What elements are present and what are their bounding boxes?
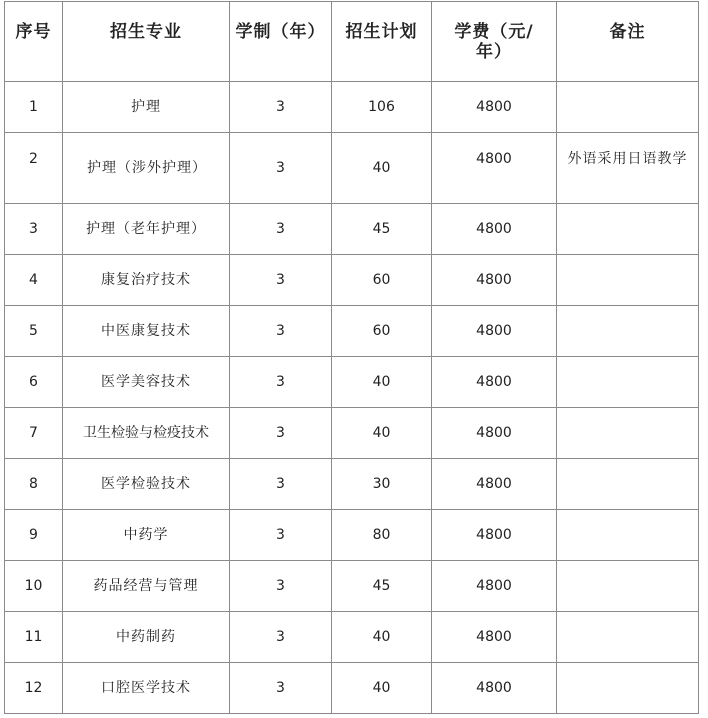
cell-duration: 3 <box>230 255 332 306</box>
cell-seq: 11 <box>5 612 63 663</box>
cell-fee: 4800 <box>432 255 557 306</box>
cell-major: 护理（涉外护理） <box>63 133 230 204</box>
cell-duration: 3 <box>230 82 332 133</box>
cell-major: 医学美容技术 <box>63 357 230 408</box>
cell-duration: 3 <box>230 510 332 561</box>
cell-note <box>557 408 699 459</box>
cell-note <box>557 663 699 714</box>
cell-plan: 40 <box>332 408 432 459</box>
cell-duration: 3 <box>230 306 332 357</box>
cell-duration: 3 <box>230 408 332 459</box>
table-row <box>5 204 699 255</box>
cell-fee: 4800 <box>432 510 557 561</box>
cell-note: 外语采用日语教学 <box>557 133 699 204</box>
header-major: 招生专业 <box>63 2 230 82</box>
cell-duration: 3 <box>230 459 332 510</box>
cell-major: 中药制药 <box>63 612 230 663</box>
table-row <box>5 133 699 204</box>
cell-fee: 4800 <box>432 408 557 459</box>
cell-major: 口腔医学技术 <box>63 663 230 714</box>
cell-fee: 4800 <box>432 459 557 510</box>
cell-plan: 60 <box>332 255 432 306</box>
cell-fee: 4800 <box>432 133 557 204</box>
cell-plan: 45 <box>332 561 432 612</box>
cell-note <box>557 204 699 255</box>
cell-major: 中医康复技术 <box>63 306 230 357</box>
cell-seq: 12 <box>5 663 63 714</box>
cell-plan: 60 <box>332 306 432 357</box>
cell-seq: 1 <box>5 82 63 133</box>
cell-seq: 9 <box>5 510 63 561</box>
cell-duration: 3 <box>230 612 332 663</box>
cell-plan: 40 <box>332 357 432 408</box>
cell-fee: 4800 <box>432 357 557 408</box>
cell-plan: 40 <box>332 133 432 204</box>
cell-duration: 3 <box>230 663 332 714</box>
table-row <box>5 663 699 714</box>
cell-seq: 7 <box>5 408 63 459</box>
header-seq: 序号 <box>5 2 63 82</box>
cell-seq: 6 <box>5 357 63 408</box>
cell-fee: 4800 <box>432 82 557 133</box>
cell-plan: 45 <box>332 204 432 255</box>
table-row <box>5 510 699 561</box>
cell-fee: 4800 <box>432 561 557 612</box>
cell-major: 卫生检验与检疫技术 <box>63 408 230 459</box>
cell-note <box>557 459 699 510</box>
cell-seq: 2 <box>5 133 63 204</box>
cell-fee: 4800 <box>432 204 557 255</box>
cell-seq: 8 <box>5 459 63 510</box>
cell-seq: 3 <box>5 204 63 255</box>
table-row <box>5 459 699 510</box>
table-row <box>5 357 699 408</box>
table-row <box>5 408 699 459</box>
table-row <box>5 306 699 357</box>
cell-duration: 3 <box>230 561 332 612</box>
cell-major: 药品经营与管理 <box>63 561 230 612</box>
header-duration: 学制（年） <box>230 2 332 82</box>
table-row <box>5 612 699 663</box>
cell-duration: 3 <box>230 204 332 255</box>
enrollment-table <box>4 1 699 714</box>
cell-major: 护理（老年护理） <box>63 204 230 255</box>
cell-fee: 4800 <box>432 663 557 714</box>
cell-seq: 5 <box>5 306 63 357</box>
table-row <box>5 561 699 612</box>
header-plan: 招生计划 <box>332 2 432 82</box>
cell-note <box>557 561 699 612</box>
header-fee: 学费（元/年） <box>432 2 557 82</box>
cell-major: 康复治疗技术 <box>63 255 230 306</box>
cell-duration: 3 <box>230 133 332 204</box>
cell-plan: 40 <box>332 663 432 714</box>
cell-major: 中药学 <box>63 510 230 561</box>
cell-fee: 4800 <box>432 306 557 357</box>
table-row <box>5 82 699 133</box>
table-row <box>5 255 699 306</box>
cell-plan: 30 <box>332 459 432 510</box>
cell-seq: 4 <box>5 255 63 306</box>
cell-note <box>557 82 699 133</box>
table-header-row <box>5 2 699 82</box>
cell-note <box>557 357 699 408</box>
cell-fee: 4800 <box>432 612 557 663</box>
cell-major: 医学检验技术 <box>63 459 230 510</box>
cell-plan: 106 <box>332 82 432 133</box>
cell-seq: 10 <box>5 561 63 612</box>
cell-note <box>557 306 699 357</box>
header-note: 备注 <box>557 2 699 82</box>
cell-duration: 3 <box>230 357 332 408</box>
cell-note <box>557 255 699 306</box>
cell-plan: 80 <box>332 510 432 561</box>
cell-note <box>557 612 699 663</box>
cell-plan: 40 <box>332 612 432 663</box>
cell-note <box>557 510 699 561</box>
cell-major: 护理 <box>63 82 230 133</box>
